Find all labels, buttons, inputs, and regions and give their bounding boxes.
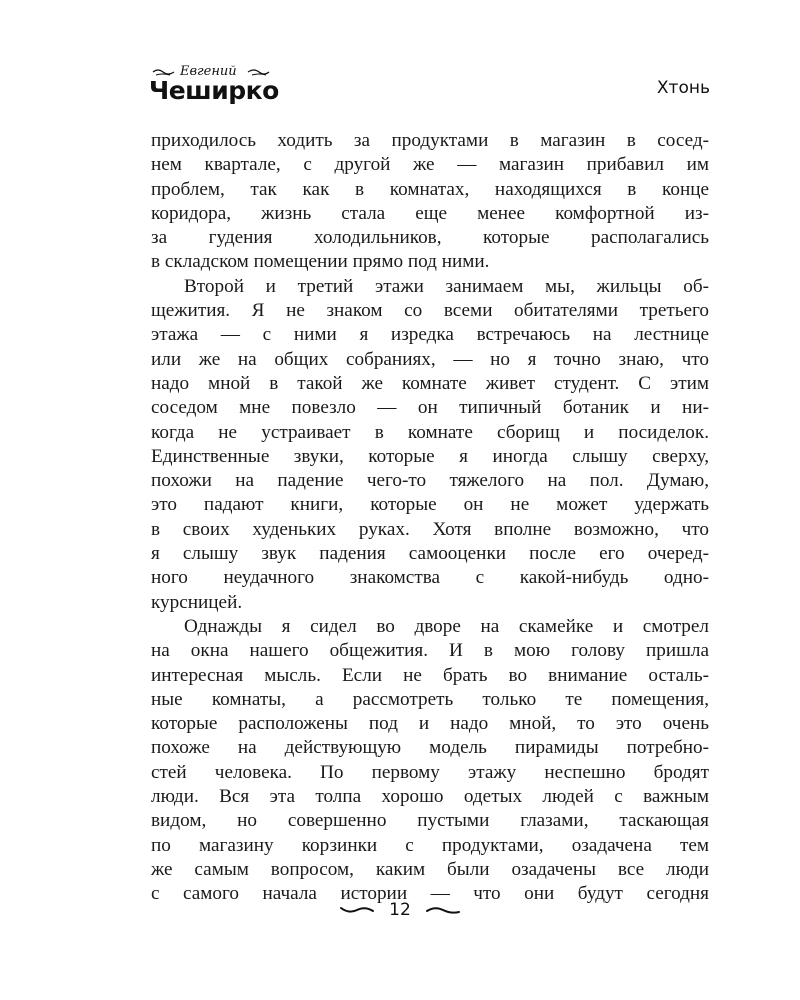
author-logo: [149, 62, 279, 112]
text-line: ные комнаты, а рассмотреть только те помещения,: [151, 688, 709, 710]
text-line: нем квартале, с другой же — магазин прибавил им: [151, 154, 709, 176]
text-line: видом, но совершенно пустыми глазами, таскающая: [151, 810, 709, 832]
page-number-area: [0, 900, 800, 930]
text-line: в складском помещении прямо под ними.: [151, 251, 490, 273]
text-line: интересная мысль. Если не брать во внимание осталь-: [151, 664, 709, 686]
text-line: похоже на действующую модель пирамиды потребно-: [151, 737, 709, 759]
text-line: Второй и третий этажи занимаем мы, жильцы об-: [184, 275, 709, 297]
text-line: Единственные звуки, которые я иногда слышу сверху,: [151, 445, 709, 467]
text-line: на окна нашего общежития. И в мою голову пришла: [151, 640, 709, 662]
text-line: с самого начала истории — что они будут сегодня: [151, 883, 709, 905]
text-line: похожи на падение чего-то тяжелого на пол. Думаю,: [151, 470, 709, 492]
running-title: Хтонь: [656, 78, 710, 98]
text-line: по магазину корзинки с продуктами, озадачена тем: [151, 834, 709, 856]
text-line: я слышу звук падения самооценки после его очеред-: [151, 543, 709, 565]
text-line: приходилось ходить за продуктами в магазин в сосед-: [151, 130, 709, 151]
page-number: 12: [389, 900, 411, 920]
text-line: этажа — с ними я изредка встречаюсь на лестнице: [151, 324, 709, 346]
logo-first-name: Евгений: [180, 64, 237, 79]
body-text: [151, 129, 709, 907]
text-line: же самым вопросом, каким были озадачены все люди: [151, 858, 709, 880]
logo-last-name: Чеширко: [149, 76, 279, 105]
text-line: Однажды я сидел во дворе на скамейке и смотрел: [184, 615, 709, 637]
text-line: или же на общих собраниях, — но я точно знаю, что: [151, 348, 709, 370]
text-line: надо мной в такой же комнате живет студент. С этим: [151, 372, 709, 394]
text-line: соседом мне повезло — он типичный ботаник и ни-: [151, 397, 709, 419]
text-line: щежития. Я не знаком со всеми обитателями третьего: [151, 300, 709, 322]
left-swash-icon: [339, 904, 375, 916]
text-line: за гудения холодильников, которые располагались: [151, 227, 709, 249]
text-line: проблем, так как в комнатах, находящихся в конце: [151, 178, 709, 200]
text-line: коридора, жизнь стала еще менее комфортной из-: [151, 202, 709, 224]
text-line: когда не устраивает в комнате сборищ и посиделок.: [151, 421, 709, 443]
text-line: люди. Вся эта толпа хорошо одетых людей с важным: [151, 786, 709, 808]
text-line: ного неудачного знакомства с какой-нибудь одно-: [151, 567, 709, 589]
text-line: стей человека. По первому этажу неспешно бродят: [151, 761, 709, 783]
right-swash-icon: [425, 904, 461, 916]
text-line: это падают книги, которые он не может удержать: [151, 494, 709, 516]
text-line: в своих худеньких руках. Хотя вполне возможно, что: [151, 518, 709, 540]
page-header: [150, 62, 710, 112]
text-line: курсницей.: [151, 591, 243, 613]
text-line: которые расположены под и надо мной, то это очень: [151, 713, 709, 735]
